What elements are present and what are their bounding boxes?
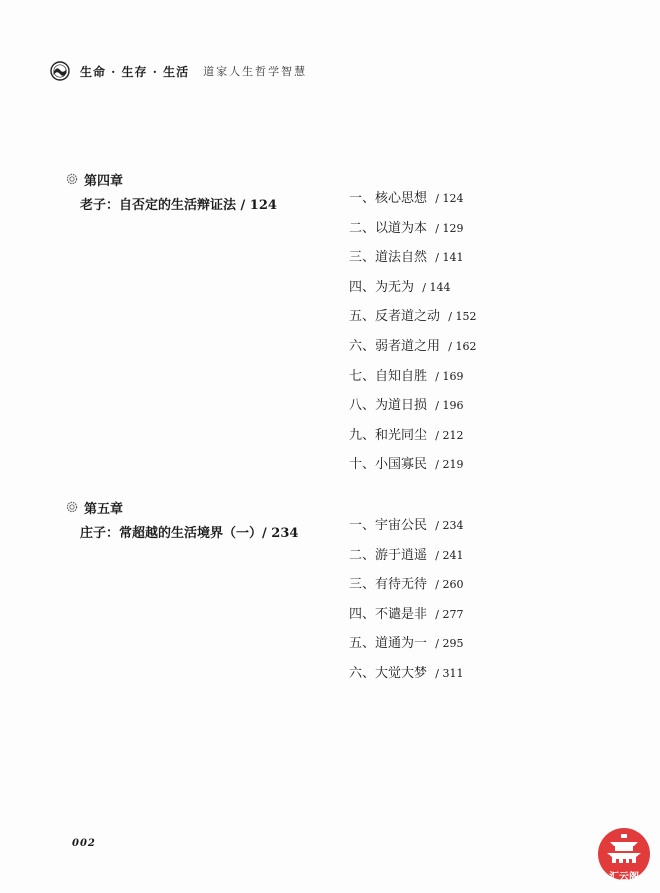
section-title: 十、小国寡民 [349,457,428,473]
chapter-4 [66,170,277,213]
section-title: 一、核心思想 [349,191,428,206]
section-page: / 129 [435,221,464,235]
section-title: 二、以道为本 [349,220,428,236]
chapter-label: 第五章 [84,501,124,517]
book-subtitle: 道家人生哲学智慧 [203,65,308,78]
section-title: 七、自知自胜 [349,368,428,384]
chapter-label: 第四章 [84,173,124,189]
list-item[interactable] [349,302,476,332]
section-title: 一、宇宙公民 [349,518,428,533]
section-page: / 234 [435,519,464,532]
running-header [50,60,307,82]
list-item[interactable] [349,362,476,392]
section-page: / 162 [448,339,477,353]
list-item[interactable] [349,273,476,303]
section-page: / 219 [435,458,464,472]
section-title: 三、有待无待 [349,577,428,593]
section-page: / 260 [435,578,464,592]
section-page: / 141 [435,251,464,265]
list-item[interactable] [349,629,463,659]
section-title: 九、和光同尘 [349,427,428,443]
section-title: 三、道法自然 [349,250,428,266]
section-title: 四、不谴是非 [349,606,428,622]
list-item[interactable] [349,600,463,630]
section-page: / 196 [435,399,464,413]
section-page: / 152 [448,310,477,324]
list-item[interactable] [349,243,476,273]
section-title: 五、道通为一 [349,636,428,652]
watermark-text: 汇云阁 [609,872,639,883]
chapter-title[interactable]: 老子：自否定的生活辩证法 / 124 [80,198,277,213]
chapter-5-section-list [349,511,463,689]
list-item[interactable] [349,541,463,571]
section-page: / 212 [435,428,464,442]
section-page: / 144 [422,280,451,294]
list-item[interactable] [349,391,476,421]
section-page: / 241 [435,548,464,562]
yin-yang-emblem-icon [50,61,70,81]
section-title: 四、为无为 [349,279,415,295]
list-item[interactable] [349,184,476,214]
list-item[interactable] [349,214,476,244]
gear-bullet-icon [66,173,78,185]
watermark-logo-icon [596,826,652,888]
section-page: / 311 [435,666,464,680]
section-title: 五、反者道之动 [349,309,441,325]
list-item[interactable] [349,450,476,480]
list-item[interactable] [349,570,463,600]
section-title: 八、为道日损 [349,398,428,414]
section-page: / 169 [435,369,464,383]
section-page: / 124 [435,192,464,205]
section-title: 六、大觉大梦 [349,665,428,681]
book-title: 生命 · 生存 · 生活 [80,64,190,79]
list-item[interactable] [349,421,476,451]
list-item[interactable] [349,511,463,541]
section-title: 六、弱者道之用 [349,338,441,354]
chapter-5 [66,498,298,541]
page-number: 002 [72,838,96,849]
section-page: / 295 [435,637,464,651]
chapter-4-section-list [349,184,476,480]
chapter-title[interactable]: 庄子：常超越的生活境界（一）/ 234 [80,526,299,541]
section-page: / 277 [435,607,464,621]
list-item[interactable] [349,332,476,362]
section-title: 二、游于逍遥 [349,547,428,563]
list-item[interactable] [349,659,463,689]
gear-bullet-icon [66,501,78,513]
